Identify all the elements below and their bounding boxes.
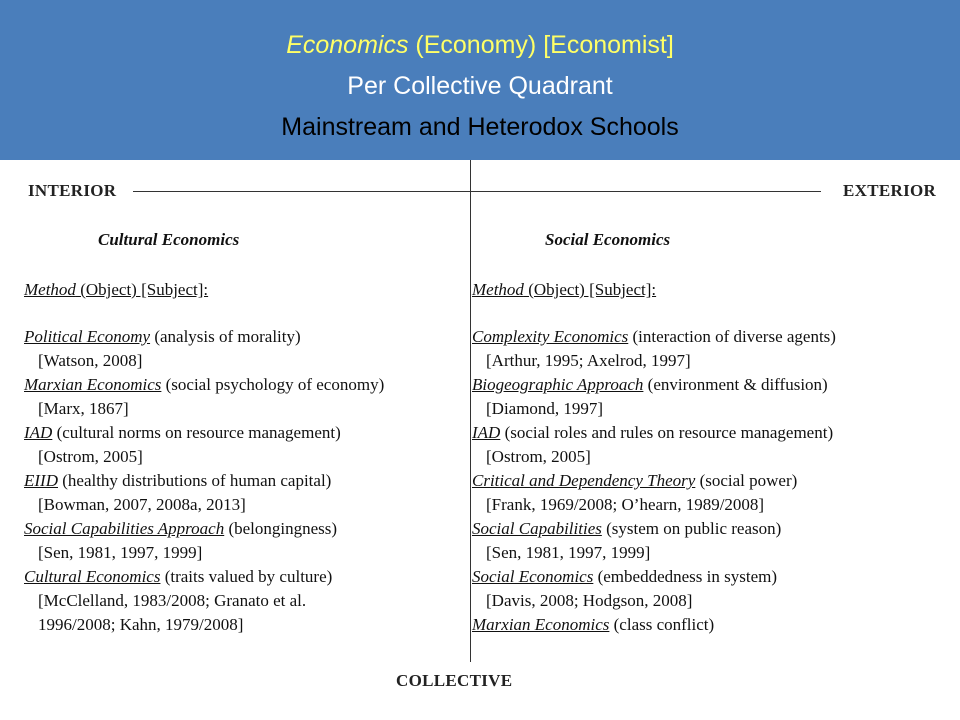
school-reference xyxy=(24,613,384,637)
header-line-2: Per Collective Quadrant xyxy=(347,72,613,100)
school-reference xyxy=(472,397,836,421)
left-method-rest: (Object) [Subject]: xyxy=(75,280,209,299)
school-entry xyxy=(472,325,836,349)
reference-text: [Diamond, 1997] xyxy=(486,399,604,418)
reference-text: [Arthur, 1995; Axelrod, 1997] xyxy=(486,351,691,370)
school-object: (interaction of diverse agents) xyxy=(628,327,836,346)
school-entry xyxy=(24,373,384,397)
school-reference xyxy=(24,445,384,469)
school-name: Social Economics xyxy=(472,567,594,586)
header-economy-economist: (Economy) [Economist] xyxy=(408,31,674,59)
school-name: EIID xyxy=(24,471,58,490)
left-method-word: Method xyxy=(24,280,76,299)
school-reference xyxy=(472,445,836,469)
school-name: Critical and Dependency Theory xyxy=(472,471,696,490)
school-object: (system on public reason) xyxy=(601,519,782,538)
school-name: Social Capabilities xyxy=(472,519,602,538)
reference-text: [Ostrom, 2005] xyxy=(486,447,591,466)
left-entries-list xyxy=(24,325,384,637)
school-object: (healthy distributions of human capital) xyxy=(57,471,332,490)
reference-text: [Davis, 2008; Hodgson, 2008] xyxy=(486,591,693,610)
school-object: (belongingness) xyxy=(224,519,338,538)
school-name: IAD xyxy=(472,423,501,442)
school-reference xyxy=(24,589,384,613)
left-quadrant-title: Cultural Economics xyxy=(98,230,240,249)
collective-label: COLLECTIVE xyxy=(396,671,513,690)
school-name: IAD xyxy=(24,423,53,442)
interior-label: INTERIOR xyxy=(28,181,117,200)
school-name: Political Economy xyxy=(24,327,151,346)
reference-text: [McClelland, 1983/2008; Granato et al. xyxy=(38,591,307,610)
right-entries-list xyxy=(472,325,836,637)
reference-text: [Sen, 1981, 1997, 1999] xyxy=(38,543,203,562)
school-entry xyxy=(24,421,384,445)
reference-text: [Watson, 2008] xyxy=(38,351,143,370)
header-economics: Economics xyxy=(286,31,409,59)
school-object: (social power) xyxy=(695,471,798,490)
left-method-line xyxy=(24,278,208,302)
school-reference xyxy=(24,349,384,373)
slide-header xyxy=(0,0,960,160)
horizontal-axis xyxy=(133,191,821,192)
reference-text: [Marx, 1867] xyxy=(38,399,129,418)
exterior-label: EXTERIOR xyxy=(843,181,937,200)
reference-text: [Ostrom, 2005] xyxy=(38,447,143,466)
reference-text: [Frank, 1969/2008; O’hearn, 1989/2008] xyxy=(486,495,765,514)
right-method-rest: (Object) [Subject]: xyxy=(523,280,657,299)
school-entry xyxy=(24,565,384,589)
header-line-3: Mainstream and Heterodox Schools xyxy=(281,113,679,141)
school-object: (traits valued by culture) xyxy=(160,567,333,586)
right-method-word: Method xyxy=(472,280,524,299)
header-line-1 xyxy=(0,31,960,60)
school-entry xyxy=(472,517,836,541)
school-reference xyxy=(24,493,384,517)
school-reference xyxy=(472,589,836,613)
school-name: Complexity Economics xyxy=(472,327,629,346)
school-reference xyxy=(472,349,836,373)
school-entry xyxy=(24,517,384,541)
school-reference xyxy=(472,493,836,517)
school-name: Biogeographic Approach xyxy=(472,375,644,394)
school-reference xyxy=(24,541,384,565)
vertical-axis xyxy=(470,160,471,662)
school-object: (class conflict) xyxy=(609,615,715,634)
school-object: (analysis of morality) xyxy=(150,327,301,346)
school-reference xyxy=(24,397,384,421)
school-reference xyxy=(472,541,836,565)
school-object: (environment & diffusion) xyxy=(643,375,828,394)
school-object: (cultural norms on resource management) xyxy=(52,423,341,442)
school-entry xyxy=(472,421,836,445)
school-object: (social psychology of economy) xyxy=(161,375,385,394)
school-entry xyxy=(24,325,384,349)
reference-text: 1996/2008; Kahn, 1979/2008] xyxy=(38,615,244,634)
school-name: Marxian Economics xyxy=(472,615,610,634)
right-method-line xyxy=(472,278,656,302)
reference-text: [Sen, 1981, 1997, 1999] xyxy=(486,543,651,562)
school-object: (embeddedness in system) xyxy=(593,567,777,586)
school-name: Marxian Economics xyxy=(24,375,162,394)
school-entry xyxy=(24,469,384,493)
school-entry xyxy=(472,565,836,589)
school-name: Social Capabilities Approach xyxy=(24,519,225,538)
school-entry xyxy=(472,373,836,397)
reference-text: [Bowman, 2007, 2008a, 2013] xyxy=(38,495,246,514)
school-object: (social roles and rules on resource management) xyxy=(500,423,834,442)
school-name: Cultural Economics xyxy=(24,567,161,586)
right-quadrant-title: Social Economics xyxy=(545,230,671,249)
school-entry xyxy=(472,469,836,493)
school-entry xyxy=(472,613,836,637)
